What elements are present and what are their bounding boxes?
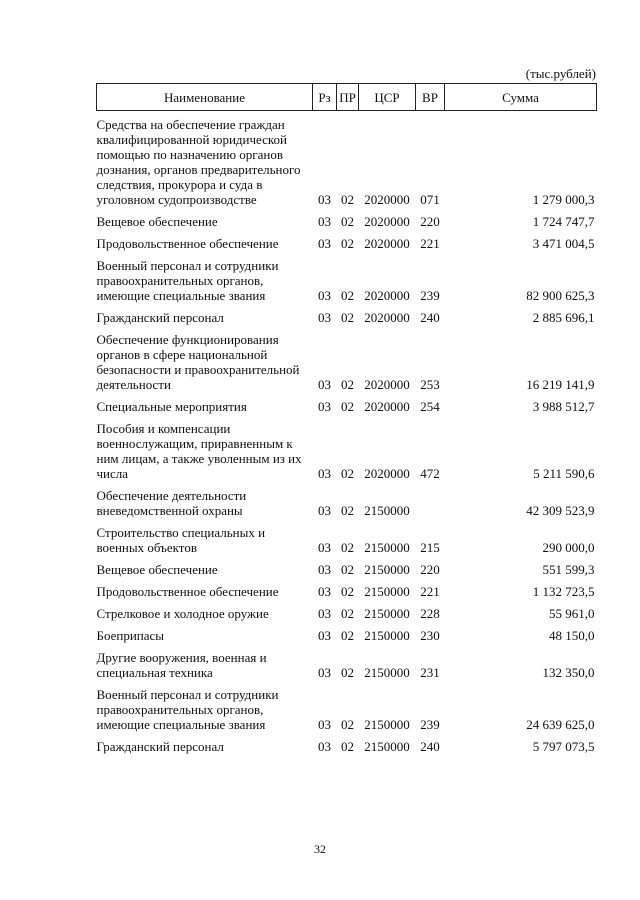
cell-name: Пособия и компенсации военнослужащим, приравненным к ним лицам, а также уволенным из их числа (96, 421, 302, 481)
cell-sum: 24 639 625,0 (526, 717, 595, 732)
cell-name: Стрелковое и холодное оружие (96, 606, 269, 621)
table-row (97, 584, 597, 606)
cell-csr: 2020000 (364, 377, 410, 392)
header-name: Наименование (97, 84, 313, 111)
cell-sum: 132 350,0 (542, 665, 595, 680)
cell-name: Продовольственное обеспечение (96, 236, 279, 251)
cell-rz: 03 (318, 399, 331, 414)
cell-rz: 03 (318, 236, 331, 251)
table-row (97, 111, 597, 215)
page-number: 32 (314, 842, 326, 856)
cell-csr: 2020000 (364, 399, 410, 414)
cell-csr: 2020000 (364, 192, 410, 207)
cell-name: Гражданский персонал (96, 310, 224, 325)
cell-vr: 254 (420, 399, 440, 414)
table-row (97, 650, 597, 687)
cell-sum: 551 599,3 (542, 562, 595, 577)
budget-table (96, 83, 597, 761)
cell-pr: 02 (341, 192, 354, 207)
cell-csr: 2150000 (364, 562, 410, 577)
cell-csr: 2150000 (364, 717, 410, 732)
cell-rz: 03 (318, 628, 331, 643)
table-header (97, 84, 597, 111)
cell-pr: 02 (341, 628, 354, 643)
cell-vr: 240 (420, 739, 440, 754)
cell-sum: 42 309 523,9 (526, 503, 595, 518)
cell-pr: 02 (341, 717, 354, 732)
cell-name: Боеприпасы (96, 628, 165, 643)
cell-vr: 239 (420, 717, 440, 732)
cell-csr: 2150000 (364, 628, 410, 643)
cell-sum: 1 279 000,3 (532, 192, 595, 207)
table-row (97, 214, 597, 236)
table-row (97, 332, 597, 399)
cell-rz: 03 (318, 310, 331, 325)
table-row (97, 606, 597, 628)
cell-rz: 03 (318, 377, 331, 392)
header-pr: ПР (337, 84, 359, 111)
cell-vr (416, 488, 445, 525)
cell-pr: 02 (341, 214, 354, 229)
cell-pr: 02 (341, 310, 354, 325)
cell-vr: 221 (420, 236, 440, 251)
cell-csr: 2020000 (364, 236, 410, 251)
table-row (97, 258, 597, 310)
table-row (97, 562, 597, 584)
cell-pr: 02 (341, 665, 354, 680)
header-csr: ЦСР (359, 84, 416, 111)
cell-pr: 02 (341, 236, 354, 251)
table-row (97, 310, 597, 332)
cell-pr: 02 (341, 466, 354, 481)
cell-sum: 5 797 073,5 (532, 739, 595, 754)
cell-rz: 03 (318, 540, 331, 555)
cell-csr: 2020000 (364, 214, 410, 229)
cell-sum: 3 471 004,5 (532, 236, 595, 251)
cell-sum: 5 211 590,6 (533, 466, 595, 481)
cell-sum: 2 885 696,1 (532, 310, 595, 325)
cell-rz: 03 (318, 503, 331, 518)
cell-pr: 02 (341, 377, 354, 392)
unit-note: (тыс.рублей) (525, 66, 596, 81)
cell-rz: 03 (318, 717, 331, 732)
cell-vr: 220 (420, 562, 440, 577)
cell-rz: 03 (318, 606, 331, 621)
cell-name: Военный персонал и сотрудники правоохранительных органов, имеющие специальные звания (96, 687, 279, 732)
cell-name: Средства на обеспечение граждан квалифицированной юридической помощью по назначению органов дознания, органов предварительного следствия, прокурора и суда в уголовном судопроизводстве (96, 117, 301, 207)
cell-sum: 290 000,0 (542, 540, 595, 555)
cell-csr: 2020000 (364, 466, 410, 481)
cell-rz: 03 (318, 665, 331, 680)
cell-csr: 2150000 (364, 540, 410, 555)
cell-csr: 2150000 (364, 739, 410, 754)
table-row (97, 488, 597, 525)
cell-vr: 228 (420, 606, 440, 621)
cell-rz: 03 (318, 192, 331, 207)
cell-csr: 2150000 (364, 503, 410, 518)
cell-sum: 1 132 723,5 (532, 584, 595, 599)
cell-pr: 02 (341, 540, 354, 555)
cell-sum: 3 988 512,7 (532, 399, 595, 414)
cell-pr: 02 (341, 584, 354, 599)
cell-csr: 2150000 (364, 665, 410, 680)
cell-pr: 02 (341, 562, 354, 577)
cell-vr: 472 (420, 466, 440, 481)
table-row (97, 236, 597, 258)
cell-vr: 230 (420, 628, 440, 643)
cell-pr: 02 (341, 288, 354, 303)
cell-pr: 02 (341, 739, 354, 754)
cell-vr: 231 (420, 665, 440, 680)
table-row (97, 421, 597, 488)
cell-name: Обеспечение деятельности вневедомственной охраны (96, 488, 247, 518)
header-rz: Рз (313, 84, 337, 111)
cell-rz: 03 (318, 562, 331, 577)
cell-name: Другие вооружения, военная и специальная техника (96, 650, 267, 680)
cell-name: Гражданский персонал (96, 739, 224, 754)
table-row (97, 687, 597, 739)
cell-vr: 071 (420, 192, 440, 207)
cell-csr: 2150000 (364, 584, 410, 599)
header-vr: ВР (416, 84, 445, 111)
cell-name: Вещевое обеспечение (96, 214, 218, 229)
cell-rz: 03 (318, 584, 331, 599)
cell-sum: 48 150,0 (549, 628, 595, 643)
cell-vr: 220 (420, 214, 440, 229)
cell-name: Строительство специальных и военных объектов (96, 525, 266, 555)
table-row (97, 525, 597, 562)
cell-name: Военный персонал и сотрудники правоохранительных органов, имеющие специальные звания (96, 258, 279, 303)
table-row (97, 739, 597, 761)
table-row (97, 628, 597, 650)
cell-rz: 03 (318, 214, 331, 229)
table-body (97, 111, 597, 762)
cell-pr: 02 (341, 606, 354, 621)
cell-name: Обеспечение функционирования органов в сфере национальной безопасности и правоохранительной деятельности (96, 332, 300, 392)
cell-sum: 1 724 747,7 (532, 214, 595, 229)
cell-vr: 239 (420, 288, 440, 303)
cell-name: Вещевое обеспечение (96, 562, 218, 577)
cell-rz: 03 (318, 739, 331, 754)
cell-vr: 215 (420, 540, 440, 555)
cell-csr: 2020000 (364, 310, 410, 325)
cell-vr: 221 (420, 584, 440, 599)
cell-sum: 16 219 141,9 (526, 377, 595, 392)
header-sum: Сумма (445, 84, 597, 111)
cell-vr: 240 (420, 310, 440, 325)
cell-pr: 02 (341, 399, 354, 414)
cell-sum: 82 900 625,3 (526, 288, 595, 303)
cell-vr: 253 (420, 377, 440, 392)
cell-rz: 03 (318, 466, 331, 481)
cell-name: Специальные мероприятия (96, 399, 247, 414)
table-row (97, 399, 597, 421)
cell-rz: 03 (318, 288, 331, 303)
cell-pr: 02 (341, 503, 354, 518)
cell-csr: 2150000 (364, 606, 410, 621)
cell-name: Продовольственное обеспечение (96, 584, 279, 599)
cell-csr: 2020000 (364, 288, 410, 303)
cell-sum: 55 961,0 (549, 606, 595, 621)
